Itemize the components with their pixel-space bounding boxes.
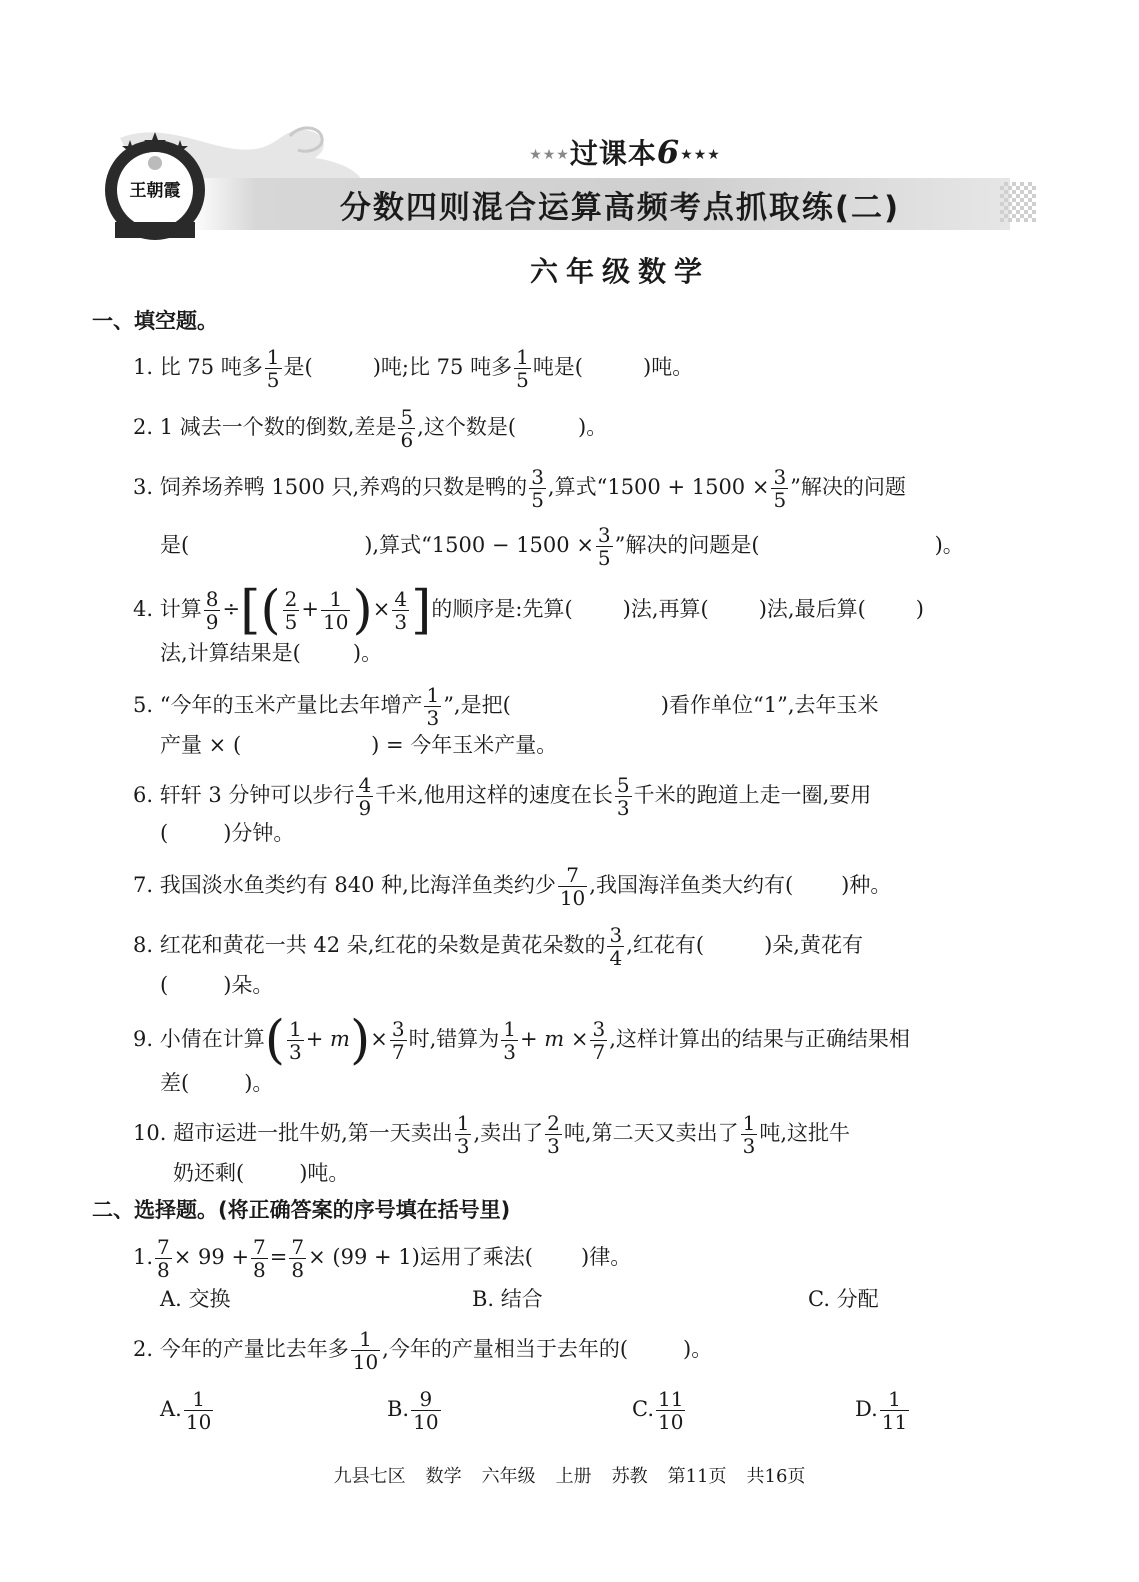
- question-1-10-line2: 奶还剩( )吨。: [173, 1161, 350, 1185]
- option-2-2-a: A. $\frac{1}{10}$: [160, 1387, 212, 1434]
- option-2-1-a: A. 交换: [160, 1287, 231, 1311]
- question-1-3-line2: 是( ),算式“1500 − 1500 × $\frac{3}{5}$ ”解决的问题是( )。: [160, 523, 964, 570]
- question-1-8-line2: ( )朵。: [160, 973, 274, 997]
- question-1-2: 2. 1 减去一个数的倒数,差是 $\frac{5}{6}$ ,这个数是( )。: [133, 405, 608, 452]
- brand-logo: [100, 130, 210, 245]
- option-2-2-c: C. $\frac{11}{10}$: [632, 1387, 684, 1434]
- question-1-9-line2: 差( )。: [160, 1071, 274, 1095]
- section-fill-blank-title: 一、填空题。: [92, 309, 218, 333]
- question-2-1: 1. $\frac{7}{8}$ × 99 + $\frac{7}{8}$ = $\frac{7}{8}$ × (99 + 1)运用了乘法( )律。: [133, 1235, 632, 1282]
- question-1-3: 3. 饲养场养鸭 1500 只,养鸡的只数是鸭的 $\frac{3}{5}$ ,算式“1500 + 1500 × $\frac{3}{5}$ ”解决的问题: [133, 465, 906, 512]
- subject-title: 六年级数学: [529, 255, 710, 288]
- page-footer: 九县七区 数学 六年级 上册 苏教 第11页 共16页: [333, 1466, 806, 1487]
- question-1-8: 8. 红花和黄花一共 42 朵,红花的朵数是黄花朵数的 $\frac{3}{4}$ ,红花有( )朵,黄花有: [133, 923, 863, 970]
- question-1-7: 7. 我国淡水鱼类约有 840 种,比海洋鱼类约少 $\frac{7}{10}$ ,我国海洋鱼类大约有( )种。: [133, 863, 892, 910]
- question-1-4-line2: 法,计算结果是( )。: [160, 641, 383, 665]
- question-2-2: 2. 今年的产量比去年多 $\frac{1}{10}$ ,今年的产量相当于去年的( )。: [133, 1327, 713, 1374]
- question-1-5: 5. “今年的玉米产量比去年增产 $\frac{1}{3}$ ”,是把( )看作单位“1”,去年玉米: [133, 683, 879, 730]
- page-title: 分数四则混合运算高频考点抓取练(二): [339, 190, 901, 226]
- series-label: ★★★过课本6★★★: [529, 133, 721, 171]
- option-2-2-d: D. $\frac{1}{11}$: [855, 1387, 908, 1434]
- question-1-5-line2: 产量 × ( ) = 今年玉米产量。: [160, 733, 558, 757]
- section-choice-title: 二、选择题。(将正确答案的序号填在括号里): [92, 1198, 511, 1222]
- question-1-6: 6. 轩轩 3 分钟可以步行 $\frac{4}{9}$ 千米,他用这样的速度在长 $\frac{5}{3}$ 千米的跑道上走一圈,要用: [133, 773, 872, 820]
- logo-text: 王朝霞: [129, 181, 181, 201]
- option-2-1-c: C. 分配: [808, 1287, 879, 1311]
- option-2-1-b: B. 结合: [472, 1287, 543, 1311]
- question-1-4: 4. 计算 $\frac{8}{9}$ ÷[( $\frac{2}{5}$ + $\frac{1}{10}$ )× $\frac{4}{3}$ ]的顺序是:先算( )法,再算( )法,最后算( ): [133, 580, 924, 641]
- question-1-9: 9. 小倩在计算( $\frac{1}{3}$ + m)× $\frac{3}{7}$ 时,错算为 $\frac{1}{3}$ + m × $\frac{3}{7}$ ,这样计算出的结果与正确结果相: [133, 1010, 910, 1071]
- question-1-1: 1. 比 75 吨多 $\frac{1}{5}$ 是( )吨;比 75 吨多 $\frac{1}{5}$ 吨是( )吨。: [133, 345, 694, 392]
- option-2-2-b: B. $\frac{9}{10}$: [387, 1387, 439, 1434]
- question-1-6-line2: ( )分钟。: [160, 821, 295, 845]
- question-1-10: 10. 超市运进一批牛奶,第一天卖出 $\frac{1}{3}$ ,卖出了 $\frac{2}{3}$ 吨,第二天又卖出了 $\frac{1}{3}$ 吨,这批牛: [133, 1111, 851, 1158]
